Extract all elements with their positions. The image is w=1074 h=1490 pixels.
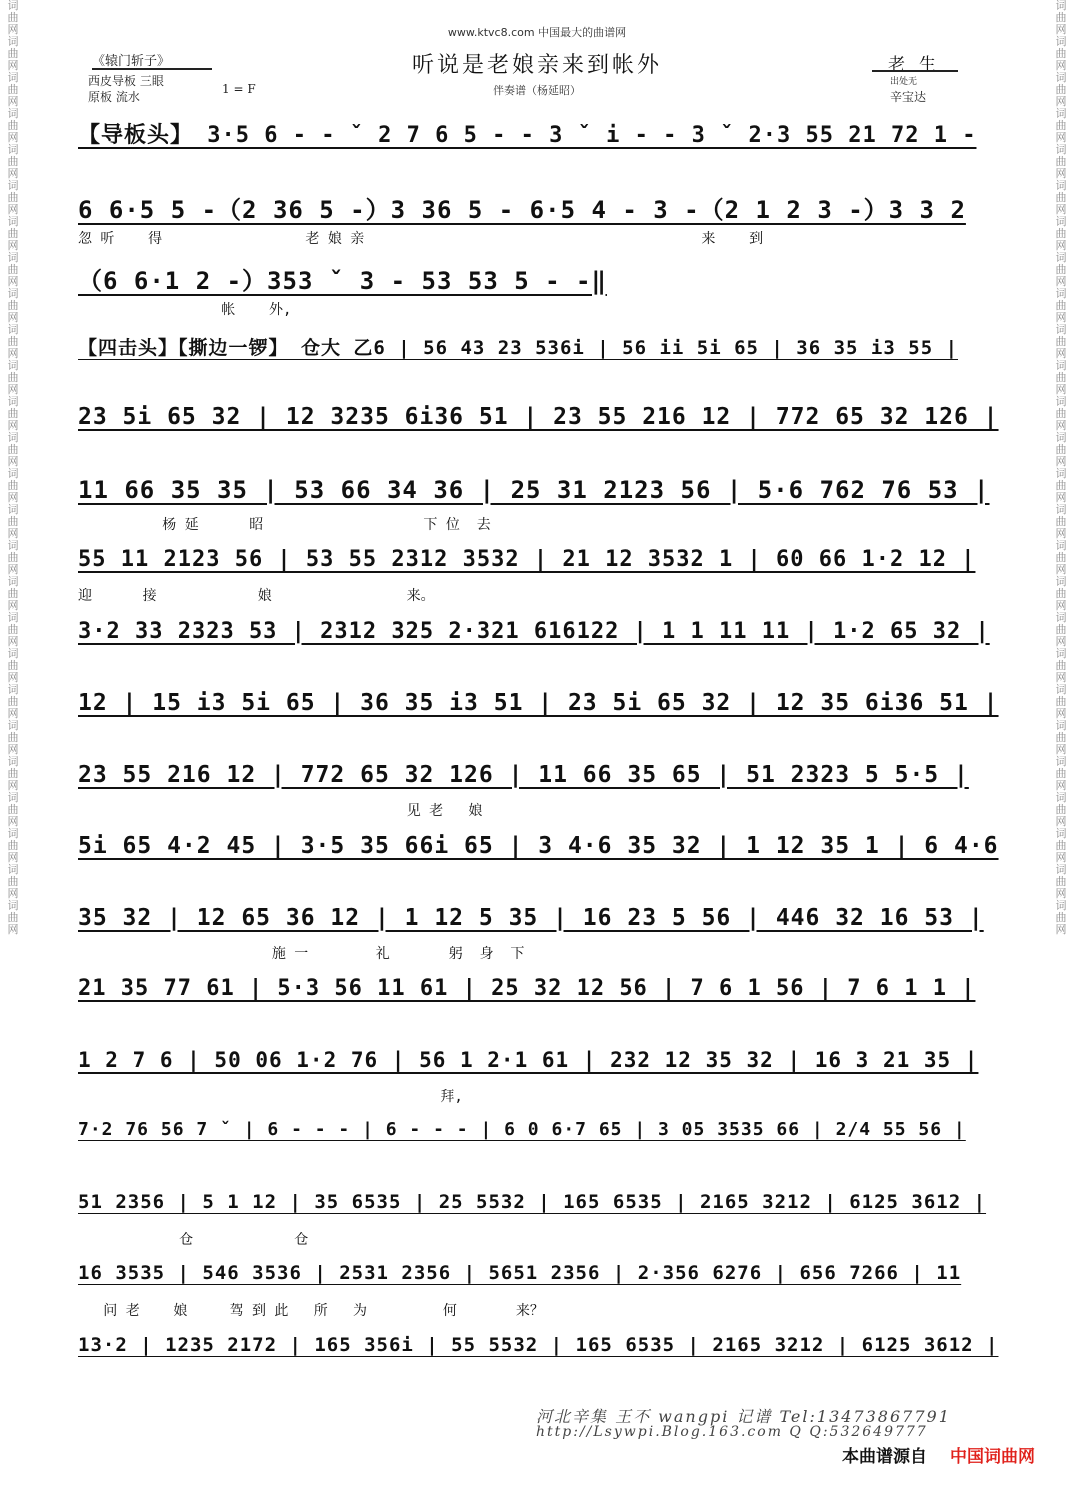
notation-line: 35 32 | 12 65 36 12 | 1 12 5 35 | 16 23 5 56 | 446 32 16 53 | bbox=[78, 904, 984, 931]
lyric-line: 拜, bbox=[78, 1088, 463, 1105]
notation-line: 55 11 2123 56 | 53 55 2312 3532 | 21 12 3532 1 | 60 66 1·2 12 | bbox=[78, 547, 976, 572]
notation-line: 3·2 33 2323 53 | 2312 325 2·321 616122 | 1 1 11 11 | 1·2 65 32 | bbox=[78, 618, 990, 644]
side-watermark-text: 词 曲 网 词 曲 网 词 曲 网 词 曲 网 词 曲 网 词 曲 网 词 曲 网 词 曲 网 词 曲 网 词 曲 网 词 曲 网 词 曲 网 词 曲 网 词 曲 网 词 曲 网 词 曲 网 词 曲 网 词 曲 网 词 曲 网 词 曲 网 词 曲 网 词 曲 网 词 曲 网 词 曲 网 词 曲 网 词 曲 网 bbox=[7, 0, 19, 936]
score-row bbox=[78, 833, 1000, 905]
source-url: www.ktvc8.com 中国最大的曲谱网 bbox=[447, 26, 627, 39]
lyric-line: 帐 外, bbox=[78, 302, 292, 318]
notation-line: 【四击头】【撕边一锣】 仓大 乙6 | 56 43 23 536i | 56 ii 5i 65 | 36 35 i3 55 | bbox=[78, 336, 959, 359]
score-row bbox=[78, 1334, 1000, 1406]
score-row bbox=[78, 1191, 1000, 1263]
header-rule-right bbox=[872, 70, 958, 72]
score-row bbox=[78, 690, 1000, 762]
notation-line: 51 2356 | 5 1 12 | 35 6535 | 25 5532 | 165 6535 | 2165 3212 | 6125 3612 | bbox=[78, 1190, 987, 1213]
brand-logo-text: 中国词曲网 bbox=[950, 1447, 1035, 1467]
mode-line-2: 原板 流水 bbox=[88, 90, 140, 104]
notation-line: 23 55 216 12 | 772 65 32 126 | 11 66 35 65 | 51 2323 5 5·5 | bbox=[78, 761, 969, 788]
lyric-line: 忽 听 得 老 娘 亲 来 到 bbox=[78, 230, 764, 247]
source-label: 本曲谱源自 bbox=[842, 1447, 927, 1467]
notation-line: 23 5i 65 32 | 12 3235 6i36 51 | 23 55 216 12 | 772 65 32 126 | bbox=[78, 404, 999, 430]
side-watermark-text: 词 曲 网 词 曲 网 词 曲 网 词 曲 网 词 曲 网 词 曲 网 词 曲 网 词 曲 网 词 曲 网 词 曲 网 词 曲 网 词 曲 网 词 曲 网 词 曲 网 词 曲 网 词 曲 网 词 曲 网 词 曲 网 词 曲 网 词 曲 网 词 曲 网 词 曲 网 词 曲 网 词 曲 网 词 曲 网 词 曲 网 bbox=[1055, 0, 1067, 936]
side-watermark-right bbox=[1050, 0, 1072, 1490]
score-row bbox=[78, 1119, 1000, 1191]
performer-line-2: 辛宝达 bbox=[890, 90, 927, 104]
score-row bbox=[78, 404, 1000, 476]
score-row bbox=[78, 476, 1000, 548]
notation-line: 16 3535 | 546 3536 | 2531 2356 | 5651 2356 | 2·356 6276 | 656 7266 | 11 bbox=[78, 1262, 962, 1284]
key-signature: 1 = F bbox=[222, 82, 256, 96]
header-rule-left bbox=[92, 68, 212, 70]
mode-line-1: 西皮导板 三眼 bbox=[88, 74, 164, 88]
performer-line-1: 出处无 bbox=[890, 77, 918, 87]
opera-name: 《辕门斩子》 bbox=[92, 54, 171, 69]
lyric-line: 问 老 娘 驾 到 此 所 为 何 来？ bbox=[78, 1303, 544, 1319]
score-row bbox=[78, 905, 1000, 977]
lyric-line: 见 老 娘 bbox=[78, 802, 483, 819]
score-row bbox=[78, 1262, 1000, 1334]
score-row bbox=[78, 333, 1000, 405]
notation-line: 12 | 15 i3 5i 65 | 36 35 i3 51 | 23 5i 65 32 | 12 35 6i36 51 | bbox=[78, 690, 999, 716]
lyric-line: 施 一 礼 躬 身 下 bbox=[78, 945, 525, 962]
score-row bbox=[78, 976, 1000, 1048]
score-row bbox=[78, 619, 1000, 691]
song-title: 听说是老娘亲来到帐外 bbox=[411, 53, 662, 78]
notation-line: 1 2 7 6 | 50 06 1·2 76 | 56 1 2·1 61 | 232 12 35 32 | 16 3 21 35 | bbox=[78, 1047, 979, 1072]
notation-line: 7·2 76 56 7 ˇ | 6 - - - | 6 - - - | 6 0 6·7 65 | 3 05 3535 66 | 2/4 55 56 | bbox=[78, 1119, 966, 1140]
score-row bbox=[78, 261, 1000, 333]
lyric-line: 迎 接 娘 来。 bbox=[78, 588, 435, 604]
score-row bbox=[78, 547, 1000, 619]
side-watermark-left bbox=[2, 0, 24, 1490]
notation-line: 11 66 35 35 | 53 66 34 36 | 25 31 2123 56 | 5·6 762 76 53 | bbox=[78, 475, 990, 504]
score-row bbox=[78, 1048, 1000, 1120]
transcriber-site: http://Lsywpi.Blog.163.com Q Q:532649777 bbox=[536, 1424, 928, 1440]
role-type: 老生 bbox=[888, 55, 950, 75]
notation-line: 13·2 | 1235 2172 | 165 356i | 55 5532 | 165 6535 | 2165 3212 | 6125 3612 | bbox=[78, 1333, 999, 1356]
lyric-line: 杨 延 昭 下 位 去 bbox=[78, 516, 491, 533]
notation-line: 【导板头】 3·5 6 - - ˇ 2 7 6 5 - - 3 ˇ i - - 3 ˇ 2·3 55 21 72 1 - bbox=[78, 123, 977, 148]
notation-line: （6 6·1 2 -）353 ˇ 3 - 53 53 5 - -‖ bbox=[78, 267, 607, 295]
notation-line: 5i 65 4·2 45 | 3·5 35 66i 65 | 3 4·6 35 32 | 1 12 35 1 | 6 4·6 bbox=[78, 833, 999, 859]
score-row bbox=[78, 190, 1000, 262]
notation-line: 6 6·5 5 -（2 36 5 -）3 36 5 - 6·5 4 - 3 -（2 1 2 3 -）3 3 2 bbox=[78, 195, 966, 224]
score-row bbox=[78, 118, 1000, 190]
transcriber-credit: 河北辛集 王不 wangpi 记谱 Tel:13473867791 bbox=[536, 1407, 951, 1426]
score-row bbox=[78, 762, 1000, 834]
notation-line: 21 35 77 61 | 5·3 56 11 61 | 25 32 12 56 | 7 6 1 56 | 7 6 1 1 | bbox=[78, 976, 976, 1001]
lyric-line: 仓 仓 bbox=[78, 1231, 309, 1248]
song-subtitle: 伴奏谱（杨延昭） bbox=[493, 84, 581, 97]
